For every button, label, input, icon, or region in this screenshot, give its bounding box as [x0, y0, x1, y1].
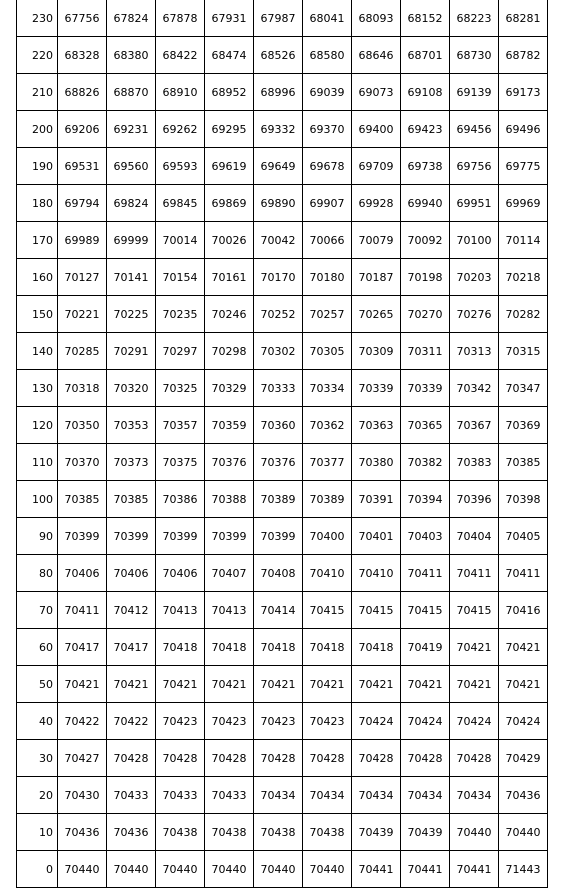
table-cell: 70350	[58, 407, 107, 444]
table-row	[17, 740, 548, 777]
table-cell: 70428	[254, 740, 303, 777]
data-table-body	[17, 0, 548, 888]
table-row	[17, 333, 548, 370]
table-cell: 70318	[58, 370, 107, 407]
table-cell: 70339	[401, 370, 450, 407]
table-cell: 68223	[450, 0, 499, 37]
table-cell: 69951	[450, 185, 499, 222]
table-row	[17, 518, 548, 555]
table-cell: 70424	[401, 703, 450, 740]
table-cell: 70369	[499, 407, 548, 444]
table-cell: 69869	[205, 185, 254, 222]
table-row	[17, 148, 548, 185]
table-cell: 70418	[352, 629, 401, 666]
table-cell: 70376	[254, 444, 303, 481]
table-cell: 70375	[156, 444, 205, 481]
table-row	[17, 74, 548, 111]
table-cell: 70434	[401, 777, 450, 814]
table-cell: 70415	[303, 592, 352, 629]
table-cell: 70418	[205, 629, 254, 666]
table-cell: 70428	[156, 740, 205, 777]
table-cell: 70388	[205, 481, 254, 518]
table-cell: 69496	[499, 111, 548, 148]
table-cell: 70302	[254, 333, 303, 370]
table-cell: 68093	[352, 0, 401, 37]
row-key-cell: 10	[17, 814, 58, 851]
table-cell: 70440	[450, 814, 499, 851]
table-cell: 69295	[205, 111, 254, 148]
row-key-cell: 220	[17, 37, 58, 74]
table-cell: 70377	[303, 444, 352, 481]
table-cell: 68152	[401, 0, 450, 37]
table-cell: 70079	[352, 222, 401, 259]
table-cell: 70282	[499, 296, 548, 333]
table-cell: 70225	[107, 296, 156, 333]
row-key-cell: 230	[17, 0, 58, 37]
table-row	[17, 851, 548, 888]
table-cell: 69845	[156, 185, 205, 222]
table-cell: 70399	[205, 518, 254, 555]
table-cell: 69756	[450, 148, 499, 185]
table-cell: 70439	[352, 814, 401, 851]
table-cell: 70298	[205, 333, 254, 370]
table-cell: 70433	[156, 777, 205, 814]
table-cell: 70154	[156, 259, 205, 296]
table-cell: 70367	[450, 407, 499, 444]
table-cell: 68281	[499, 0, 548, 37]
table-cell: 70438	[254, 814, 303, 851]
table-cell: 69206	[58, 111, 107, 148]
table-cell: 70428	[401, 740, 450, 777]
row-key-cell: 200	[17, 111, 58, 148]
table-cell: 68910	[156, 74, 205, 111]
table-cell: 70438	[156, 814, 205, 851]
row-key-cell: 180	[17, 185, 58, 222]
row-key-cell: 30	[17, 740, 58, 777]
table-cell: 70342	[450, 370, 499, 407]
row-key-cell: 90	[17, 518, 58, 555]
table-cell: 70382	[401, 444, 450, 481]
table-cell: 68646	[352, 37, 401, 74]
table-cell: 70434	[352, 777, 401, 814]
table-cell: 68782	[499, 37, 548, 74]
table-cell: 69073	[352, 74, 401, 111]
table-cell: 70127	[58, 259, 107, 296]
table-cell: 70403	[401, 518, 450, 555]
table-cell: 70334	[303, 370, 352, 407]
table-cell: 70180	[303, 259, 352, 296]
table-cell: 70404	[450, 518, 499, 555]
table-cell: 69709	[352, 148, 401, 185]
table-cell: 70434	[303, 777, 352, 814]
table-cell: 70440	[303, 851, 352, 888]
row-key-cell: 110	[17, 444, 58, 481]
row-key-cell: 80	[17, 555, 58, 592]
table-cell: 69928	[352, 185, 401, 222]
table-cell: 70422	[107, 703, 156, 740]
table-cell: 70394	[401, 481, 450, 518]
table-cell: 70406	[58, 555, 107, 592]
data-table	[16, 0, 548, 888]
table-cell: 70421	[450, 629, 499, 666]
table-cell: 70421	[107, 666, 156, 703]
table-cell: 69173	[499, 74, 548, 111]
table-cell: 68041	[303, 0, 352, 37]
table-cell: 70365	[401, 407, 450, 444]
table-cell: 70411	[450, 555, 499, 592]
table-cell: 70436	[107, 814, 156, 851]
table-cell: 70440	[107, 851, 156, 888]
table-cell: 70305	[303, 333, 352, 370]
data-table-container	[16, 0, 548, 888]
table-cell: 70415	[450, 592, 499, 629]
table-cell: 70398	[499, 481, 548, 518]
table-cell: 70438	[205, 814, 254, 851]
table-cell: 70026	[205, 222, 254, 259]
table-cell: 68474	[205, 37, 254, 74]
table-row	[17, 555, 548, 592]
table-cell: 70396	[450, 481, 499, 518]
table-cell: 70418	[254, 629, 303, 666]
table-cell: 70405	[499, 518, 548, 555]
table-row	[17, 592, 548, 629]
table-cell: 70440	[156, 851, 205, 888]
table-cell: 70421	[254, 666, 303, 703]
table-cell: 70329	[205, 370, 254, 407]
table-cell: 69989	[58, 222, 107, 259]
table-cell: 70424	[450, 703, 499, 740]
table-cell: 70441	[352, 851, 401, 888]
table-cell: 70434	[450, 777, 499, 814]
table-cell: 67931	[205, 0, 254, 37]
table-cell: 69649	[254, 148, 303, 185]
table-cell: 70400	[303, 518, 352, 555]
table-row	[17, 370, 548, 407]
table-cell: 69738	[401, 148, 450, 185]
table-cell: 70270	[401, 296, 450, 333]
table-cell: 70433	[205, 777, 254, 814]
table-cell: 70320	[107, 370, 156, 407]
table-cell: 70187	[352, 259, 401, 296]
table-cell: 69139	[450, 74, 499, 111]
table-cell: 68996	[254, 74, 303, 111]
table-cell: 68826	[58, 74, 107, 111]
table-row	[17, 703, 548, 740]
table-cell: 70257	[303, 296, 352, 333]
table-cell: 70309	[352, 333, 401, 370]
table-cell: 70313	[450, 333, 499, 370]
table-cell: 70421	[450, 666, 499, 703]
table-cell: 70424	[499, 703, 548, 740]
table-cell: 70416	[499, 592, 548, 629]
table-cell: 70421	[205, 666, 254, 703]
table-cell: 70428	[352, 740, 401, 777]
table-cell: 70440	[58, 851, 107, 888]
table-cell: 70424	[352, 703, 401, 740]
table-cell: 70406	[156, 555, 205, 592]
table-cell: 70421	[401, 666, 450, 703]
table-cell: 70325	[156, 370, 205, 407]
row-key-cell: 0	[17, 851, 58, 888]
table-cell: 70347	[499, 370, 548, 407]
table-cell: 70246	[205, 296, 254, 333]
table-row	[17, 481, 548, 518]
table-cell: 70376	[205, 444, 254, 481]
row-key-cell: 160	[17, 259, 58, 296]
table-cell: 70410	[352, 555, 401, 592]
table-cell: 68328	[58, 37, 107, 74]
table-row	[17, 629, 548, 666]
table-cell: 70370	[58, 444, 107, 481]
table-cell: 70401	[352, 518, 401, 555]
table-cell: 70203	[450, 259, 499, 296]
table-cell: 70428	[303, 740, 352, 777]
table-cell: 70411	[401, 555, 450, 592]
table-cell: 70092	[401, 222, 450, 259]
table-cell: 70373	[107, 444, 156, 481]
row-key-cell: 140	[17, 333, 58, 370]
table-cell: 70218	[499, 259, 548, 296]
table-cell: 70411	[58, 592, 107, 629]
table-cell: 70383	[450, 444, 499, 481]
table-cell: 70066	[303, 222, 352, 259]
table-cell: 68870	[107, 74, 156, 111]
table-cell: 70440	[205, 851, 254, 888]
row-key-cell: 150	[17, 296, 58, 333]
table-cell: 70235	[156, 296, 205, 333]
table-row	[17, 259, 548, 296]
table-cell: 70413	[156, 592, 205, 629]
row-key-cell: 210	[17, 74, 58, 111]
table-cell: 70399	[107, 518, 156, 555]
table-cell: 69262	[156, 111, 205, 148]
table-row	[17, 185, 548, 222]
table-cell: 70438	[303, 814, 352, 851]
table-cell: 68952	[205, 74, 254, 111]
table-cell: 69039	[303, 74, 352, 111]
table-cell: 70421	[352, 666, 401, 703]
table-cell: 69969	[499, 185, 548, 222]
row-key-cell: 190	[17, 148, 58, 185]
table-cell: 70440	[499, 814, 548, 851]
table-cell: 69560	[107, 148, 156, 185]
table-cell: 70407	[205, 555, 254, 592]
table-cell: 70252	[254, 296, 303, 333]
table-cell: 68701	[401, 37, 450, 74]
row-key-cell: 40	[17, 703, 58, 740]
table-cell: 68526	[254, 37, 303, 74]
table-cell: 70291	[107, 333, 156, 370]
row-key-cell: 120	[17, 407, 58, 444]
table-cell: 70391	[352, 481, 401, 518]
table-cell: 67987	[254, 0, 303, 37]
table-cell: 70363	[352, 407, 401, 444]
table-cell: 70421	[58, 666, 107, 703]
table-cell: 70428	[205, 740, 254, 777]
table-cell: 69890	[254, 185, 303, 222]
table-cell: 70297	[156, 333, 205, 370]
table-row	[17, 814, 548, 851]
table-cell: 70100	[450, 222, 499, 259]
table-cell: 67824	[107, 0, 156, 37]
row-key-cell: 70	[17, 592, 58, 629]
table-cell: 70441	[450, 851, 499, 888]
table-cell: 70359	[205, 407, 254, 444]
table-cell: 70418	[303, 629, 352, 666]
table-cell: 68380	[107, 37, 156, 74]
table-cell: 70399	[156, 518, 205, 555]
table-cell: 69940	[401, 185, 450, 222]
table-cell: 70423	[254, 703, 303, 740]
table-row	[17, 407, 548, 444]
table-cell: 69593	[156, 148, 205, 185]
table-cell: 69619	[205, 148, 254, 185]
row-key-cell: 170	[17, 222, 58, 259]
table-cell: 70423	[205, 703, 254, 740]
table-row	[17, 222, 548, 259]
table-row	[17, 0, 548, 37]
table-cell: 70410	[303, 555, 352, 592]
table-cell: 70198	[401, 259, 450, 296]
table-cell: 70421	[499, 629, 548, 666]
table-row	[17, 111, 548, 148]
table-cell: 69400	[352, 111, 401, 148]
table-cell: 70360	[254, 407, 303, 444]
row-key-cell: 50	[17, 666, 58, 703]
table-cell: 69999	[107, 222, 156, 259]
table-cell: 69108	[401, 74, 450, 111]
table-cell: 70014	[156, 222, 205, 259]
table-cell: 70439	[401, 814, 450, 851]
table-cell: 70362	[303, 407, 352, 444]
table-cell: 71443	[499, 851, 548, 888]
table-cell: 70429	[499, 740, 548, 777]
table-row	[17, 296, 548, 333]
table-cell: 70433	[107, 777, 156, 814]
table-cell: 70421	[499, 666, 548, 703]
table-cell: 70276	[450, 296, 499, 333]
table-cell: 70141	[107, 259, 156, 296]
table-cell: 70353	[107, 407, 156, 444]
table-cell: 70170	[254, 259, 303, 296]
table-cell: 70385	[107, 481, 156, 518]
table-cell: 70415	[401, 592, 450, 629]
table-cell: 70430	[58, 777, 107, 814]
row-key-cell: 20	[17, 777, 58, 814]
table-cell: 70412	[107, 592, 156, 629]
table-cell: 70406	[107, 555, 156, 592]
table-cell: 70042	[254, 222, 303, 259]
table-cell: 70339	[352, 370, 401, 407]
row-key-cell: 130	[17, 370, 58, 407]
table-cell: 69332	[254, 111, 303, 148]
table-cell: 70399	[58, 518, 107, 555]
table-cell: 69824	[107, 185, 156, 222]
table-cell: 70333	[254, 370, 303, 407]
table-cell: 70427	[58, 740, 107, 777]
table-cell: 67878	[156, 0, 205, 37]
table-cell: 69231	[107, 111, 156, 148]
table-cell: 70413	[205, 592, 254, 629]
table-cell: 70415	[352, 592, 401, 629]
table-cell: 68730	[450, 37, 499, 74]
table-cell: 69678	[303, 148, 352, 185]
table-cell: 69423	[401, 111, 450, 148]
row-key-cell: 100	[17, 481, 58, 518]
table-cell: 70422	[58, 703, 107, 740]
table-cell: 70386	[156, 481, 205, 518]
table-cell: 70414	[254, 592, 303, 629]
table-cell: 70389	[254, 481, 303, 518]
table-row	[17, 37, 548, 74]
table-cell: 68580	[303, 37, 352, 74]
table-cell: 69456	[450, 111, 499, 148]
table-cell: 67756	[58, 0, 107, 37]
table-cell: 70408	[254, 555, 303, 592]
table-cell: 70436	[499, 777, 548, 814]
table-cell: 69775	[499, 148, 548, 185]
table-cell: 70418	[156, 629, 205, 666]
table-cell: 70417	[58, 629, 107, 666]
table-cell: 68422	[156, 37, 205, 74]
table-cell: 70441	[401, 851, 450, 888]
table-cell: 70357	[156, 407, 205, 444]
table-cell: 70417	[107, 629, 156, 666]
table-cell: 70411	[499, 555, 548, 592]
table-cell: 70389	[303, 481, 352, 518]
table-cell: 70385	[499, 444, 548, 481]
table-cell: 69370	[303, 111, 352, 148]
table-cell: 70285	[58, 333, 107, 370]
table-cell: 69907	[303, 185, 352, 222]
row-key-cell: 60	[17, 629, 58, 666]
table-cell: 70399	[254, 518, 303, 555]
table-row	[17, 444, 548, 481]
table-cell: 70428	[107, 740, 156, 777]
table-cell: 70385	[58, 481, 107, 518]
table-cell: 70265	[352, 296, 401, 333]
table-cell: 70440	[254, 851, 303, 888]
table-cell: 69531	[58, 148, 107, 185]
table-cell: 69794	[58, 185, 107, 222]
table-cell: 70221	[58, 296, 107, 333]
table-cell: 70423	[303, 703, 352, 740]
table-cell: 70114	[499, 222, 548, 259]
table-cell: 70315	[499, 333, 548, 370]
table-cell: 70311	[401, 333, 450, 370]
table-cell: 70419	[401, 629, 450, 666]
table-row	[17, 777, 548, 814]
table-cell: 70428	[450, 740, 499, 777]
table-cell: 70161	[205, 259, 254, 296]
table-cell: 70421	[156, 666, 205, 703]
table-cell: 70380	[352, 444, 401, 481]
table-cell: 70434	[254, 777, 303, 814]
table-cell: 70436	[58, 814, 107, 851]
table-cell: 70421	[303, 666, 352, 703]
table-row	[17, 666, 548, 703]
table-cell: 70423	[156, 703, 205, 740]
